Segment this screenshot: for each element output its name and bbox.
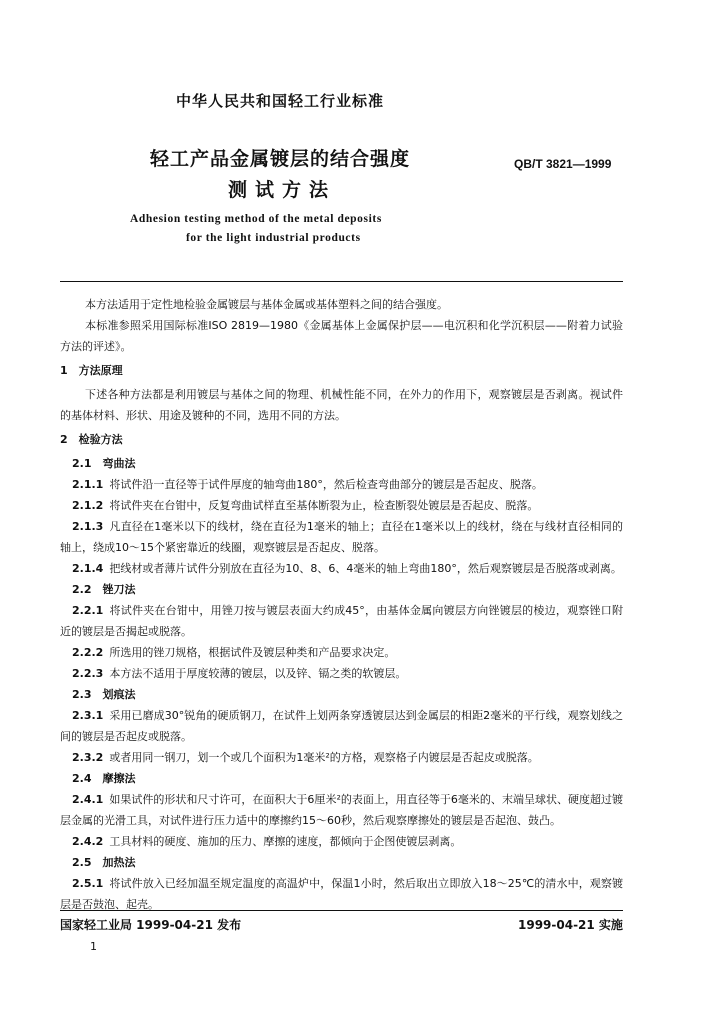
clause-item: [60, 663, 623, 684]
page-number: 1: [90, 940, 97, 953]
clause-number: 2.4.1: [72, 793, 104, 806]
clause-text: 将试件放入已经加温至规定温度的高温炉中，保温1小时，然后取出立即放入18～25℃的清水中，观察镀层是否鼓泡、起壳。: [60, 877, 623, 911]
clause-text: 工具材料的硬度、施加的压力、摩擦的速度，都倾向于企图使镀层剥离。: [109, 835, 462, 848]
intro-paragraph: 本标准参照采用国际标准ISO 2819—1980《金属基体上金属保护层——电沉积和化学沉积层——附着力试验方法的评述》。: [60, 319, 623, 353]
standard-number: QB/T 3821—1999: [514, 157, 612, 171]
clause-text: 将试件沿一直径等于试件厚度的轴弯曲180°，然后检查弯曲部分的镀层是否起皮、脱落。: [109, 478, 543, 491]
effective-date: 1999-04-21 实施: [518, 918, 623, 932]
subsection-heading: 2.1 弯曲法: [72, 457, 136, 470]
clause-text: 本方法不适用于厚度较薄的镀层，以及锌、镉之类的软镀层。: [109, 667, 407, 680]
clause-number: 2.3.2: [72, 751, 104, 764]
clause-item: [60, 831, 623, 852]
clause-text: 采用已磨成30°锐角的硬质钢刀，在试件上划两条穿透镀层达到金属层的相距2毫米的平行线，观察划线之间的镀层是否起皮或脱落。: [60, 709, 623, 743]
clause-number: 2.2.1: [72, 604, 104, 617]
english-title-line2: for the light industrial products: [186, 232, 361, 244]
clause-text: 把线材或者薄片试件分别放在直径为10、8、6、4毫米的轴上弯曲180°，然后观察镀层是否脱落或剥离。: [109, 562, 622, 575]
clause-item: [60, 495, 623, 516]
clause-number: 2.1.1: [72, 478, 104, 491]
clause-text: 所选用的锉刀规格，根据试件及镀层种类和产品要求决定。: [109, 646, 396, 659]
document-body: [60, 294, 623, 915]
english-title-line1: Adhesion testing method of the metal deposits: [130, 213, 382, 225]
document-title-line1: 轻工产品金属镀层的结合强度: [150, 148, 411, 170]
section-heading: 1 方法原理: [60, 364, 123, 377]
clause-text: 将试件夹在台钳中，反复弯曲试样直至基体断裂为止，检查断裂处镀层是否起皮、脱落。: [109, 499, 539, 512]
subsection-heading: 2.3 划痕法: [72, 688, 136, 701]
subsection-heading: 2.4 摩擦法: [72, 772, 136, 785]
clause-text: 凡直径在1毫米以下的线材，绕在直径为1毫米的轴上；直径在1毫米以上的线材，绕在与线材直径相同的轴上，绕成10～15个紧密靠近的线圈，观察镀层是否起皮、脱落。: [60, 520, 623, 554]
clause-item: [60, 747, 623, 768]
clause-number: 2.3.1: [72, 709, 104, 722]
section-heading: 2 检验方法: [60, 433, 123, 446]
subsection-heading: 2.5 加热法: [72, 856, 136, 869]
clause-item: [60, 516, 623, 558]
clause-item: [60, 642, 623, 663]
clause-text: 将试件夹在台钳中，用锉刀按与镀层表面大约成45°，由基体金属向镀层方向锉镀层的棱边，观察锉口附近的镀层是否揭起或脱落。: [60, 604, 623, 638]
document-title-line2: 测试方法: [228, 179, 337, 201]
clause-item: [60, 558, 623, 579]
clause-item: [60, 873, 623, 915]
header-divider: [60, 281, 623, 282]
clause-text: 或者用同一钢刀，划一个或几个面积为1毫米²的方格，观察格子内镀层是否起皮或脱落。: [109, 751, 539, 764]
footer-divider: [60, 910, 623, 911]
clause-number: 2.1.4: [72, 562, 104, 575]
clause-item: [60, 600, 623, 642]
clause-number: 2.4.2: [72, 835, 104, 848]
intro-paragraph: 本方法适用于定性地检验金属镀层与基体金属或基体塑料之间的结合强度。: [85, 298, 448, 311]
industry-standard-label: 中华人民共和国轻工行业标准: [176, 92, 385, 110]
clause-number: 2.2.2: [72, 646, 104, 659]
issue-date: 国家轻工业局 1999-04-21 发布: [60, 918, 242, 932]
clause-item: [60, 474, 623, 495]
clause-number: 2.1.3: [72, 520, 104, 533]
clause-text: 如果试件的形状和尺寸许可，在面积大于6厘米²的表面上，用直径等于6毫米的、末端呈球状、硬度超过镀层金属的光滑工具，对试件进行压力适中的摩擦约15～60秒，然后观察摩擦处的镀层是否起泡、鼓凸。: [60, 793, 623, 827]
clause-item: [60, 705, 623, 747]
section-paragraph: 下述各种方法都是利用镀层与基体之间的物理、机械性能不同，在外力的作用下，观察镀层是否剥离。视试件的基体材料、形状、用途及镀种的不同，选用不同的方法。: [60, 388, 623, 422]
clause-item: [60, 789, 623, 831]
subsection-heading: 2.2 锉刀法: [72, 583, 136, 596]
clause-number: 2.2.3: [72, 667, 104, 680]
clause-number: 2.1.2: [72, 499, 104, 512]
clause-number: 2.5.1: [72, 877, 104, 890]
